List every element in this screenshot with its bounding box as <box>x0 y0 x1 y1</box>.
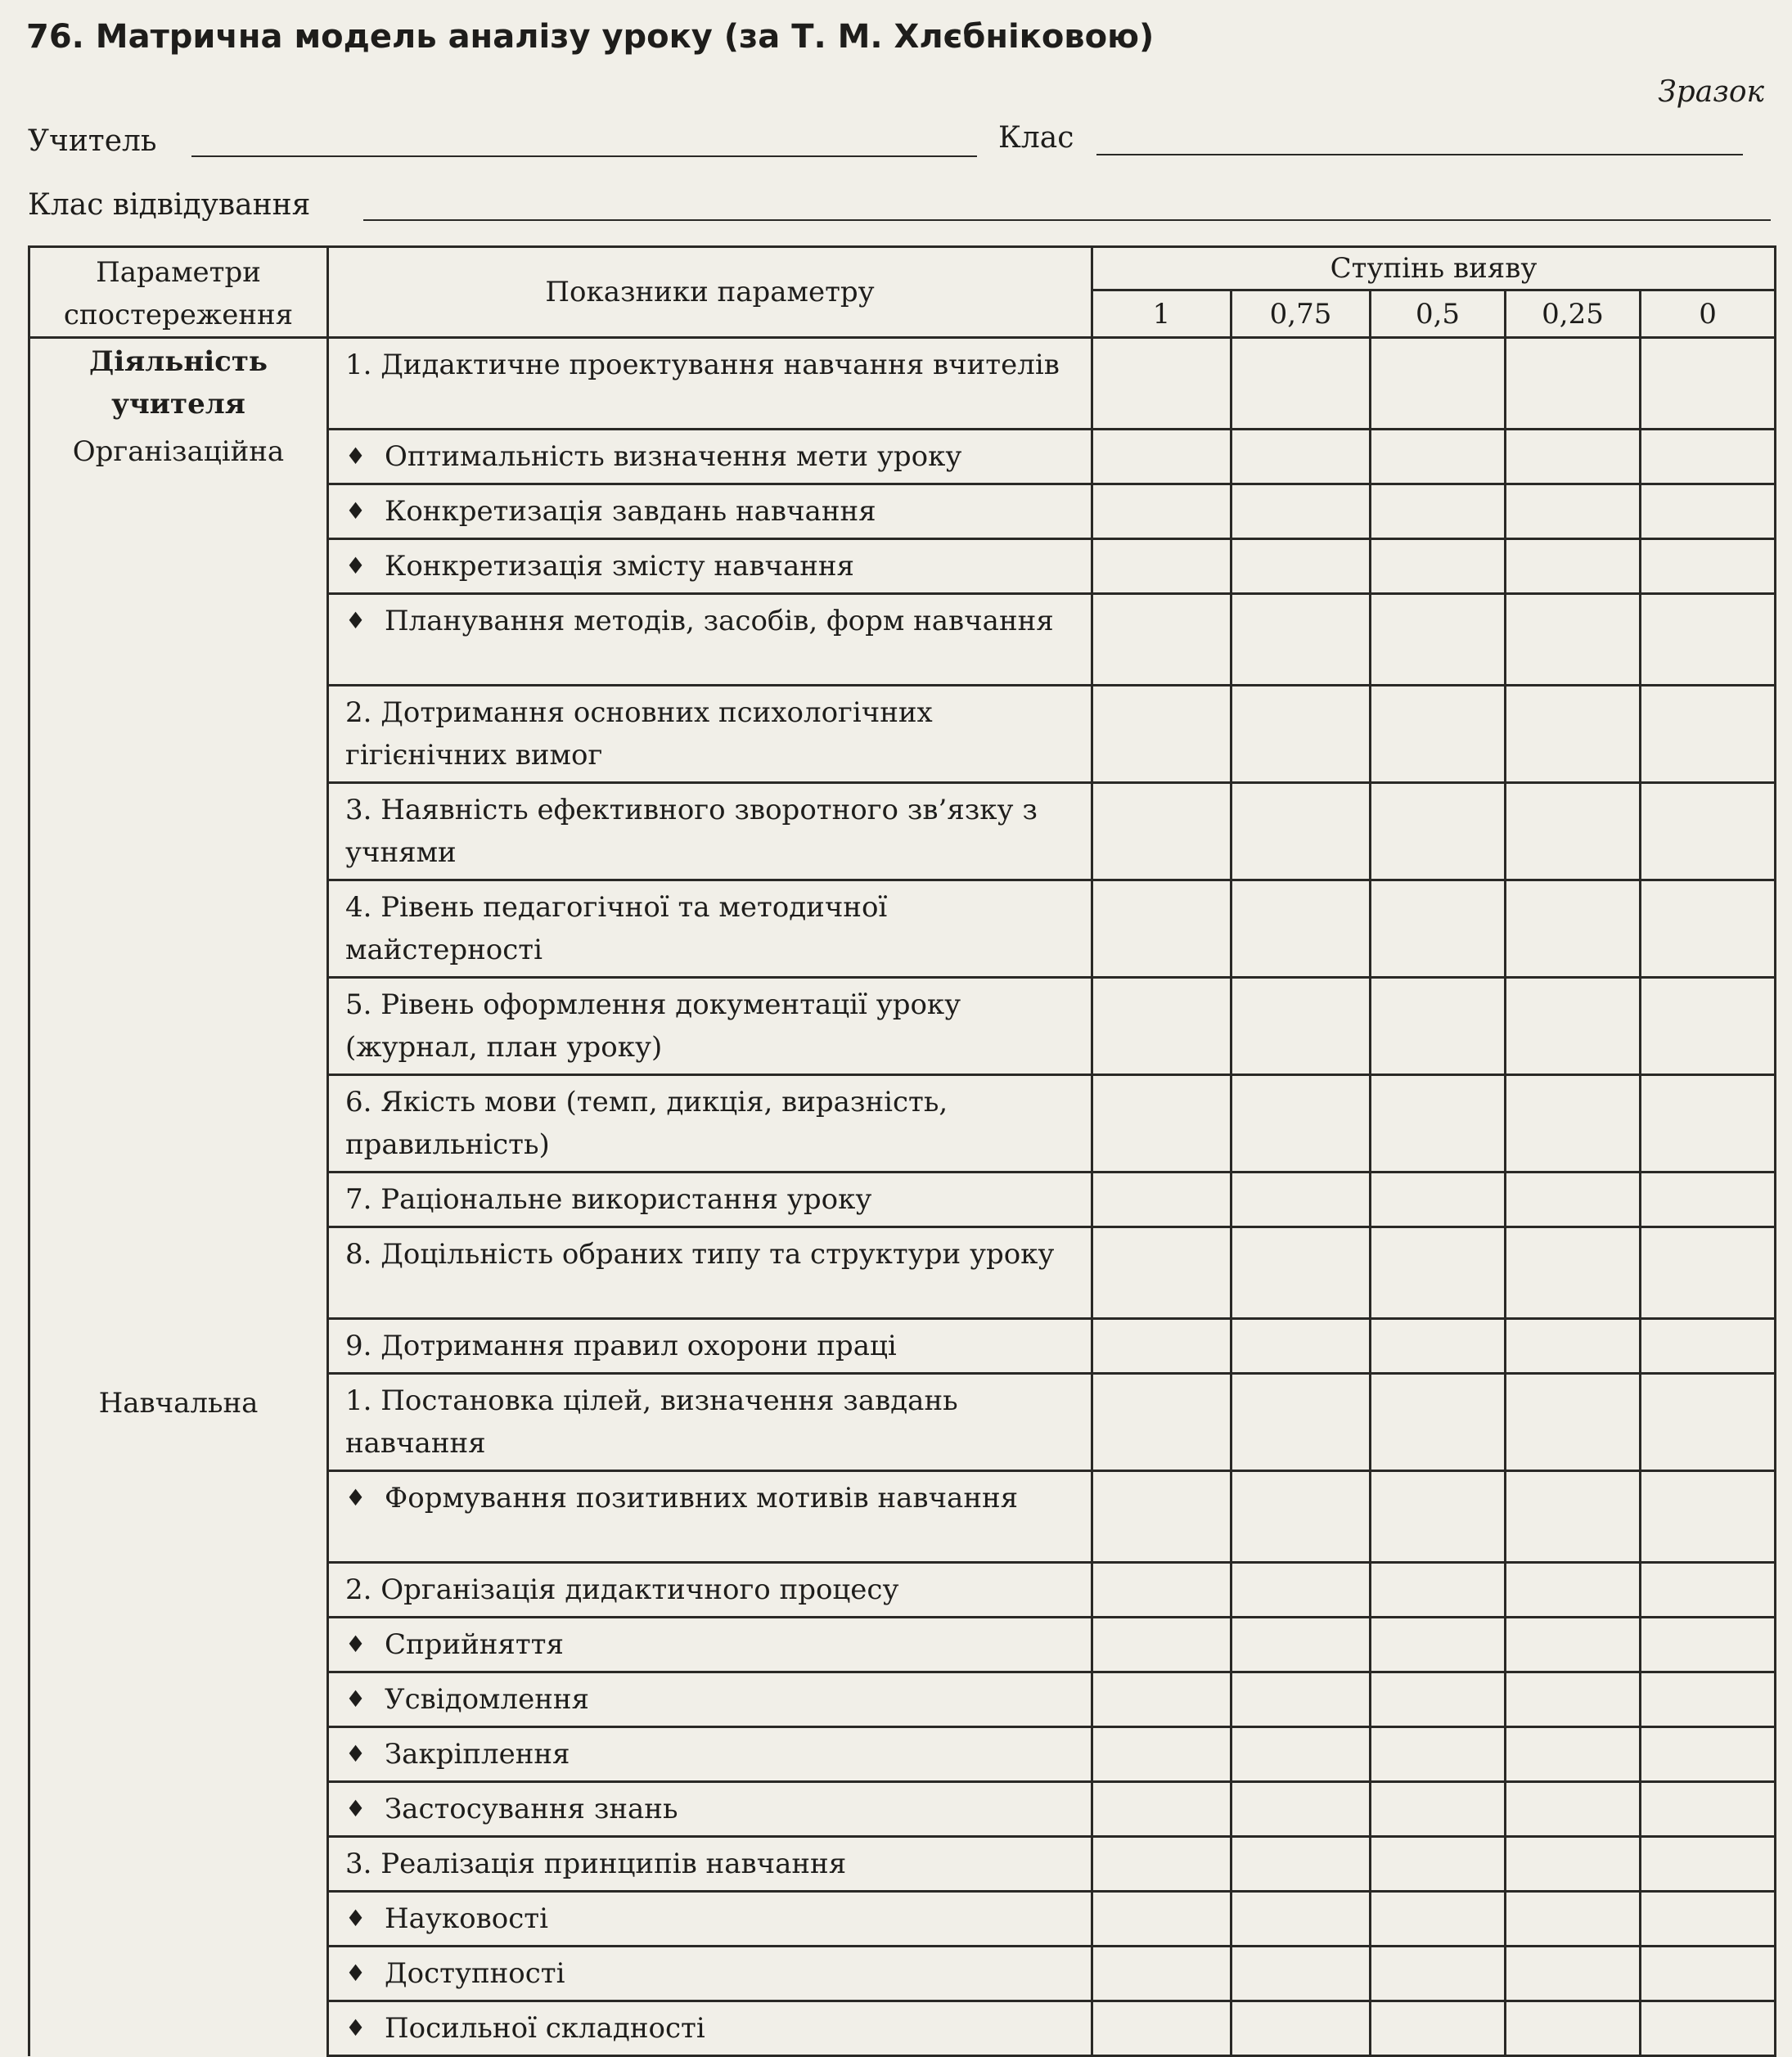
score-cell[interactable] <box>1641 1618 1776 1672</box>
diamond-bullet-icon: ♦ <box>345 1960 367 1987</box>
score-cell[interactable] <box>1641 594 1776 686</box>
score-cell[interactable] <box>1371 1227 1506 1319</box>
header-degree: Ступінь вияву <box>1092 247 1776 290</box>
score-cell[interactable] <box>1092 1563 1231 1618</box>
indicator-text: Науковості <box>385 1902 548 1935</box>
score-cell[interactable] <box>1641 484 1776 539</box>
score-cell[interactable] <box>1506 338 1641 430</box>
score-cell[interactable] <box>1641 1227 1776 1319</box>
indicator-text: 3. Реалізація принципів навчання <box>345 1848 847 1880</box>
diamond-bullet-icon: ♦ <box>345 497 367 524</box>
score-cell[interactable] <box>1371 1727 1506 1782</box>
diamond-bullet-icon: ♦ <box>345 1484 367 1511</box>
score-cell[interactable] <box>1506 1563 1641 1618</box>
indicator-sub-item <box>328 1892 1092 1947</box>
score-cell[interactable] <box>1641 1782 1776 1837</box>
score-cell[interactable] <box>1231 2001 1371 2056</box>
class-field <box>998 121 1074 155</box>
score-cell[interactable] <box>1371 1471 1506 1563</box>
score-cell[interactable] <box>1231 1618 1371 1672</box>
score-cell[interactable] <box>1092 686 1231 783</box>
indicator-text: Доступності <box>385 1957 565 1990</box>
indicator-item <box>328 1563 1092 1618</box>
score-cell[interactable] <box>1231 1727 1371 1782</box>
score-cell[interactable] <box>1092 1947 1231 2001</box>
visit-label: Клас відвідування <box>28 188 311 222</box>
indicator-text: Застосування знань <box>385 1793 678 1825</box>
indicator-text: Планування методів, засобів, форм навчання <box>385 605 1054 637</box>
section-educational <box>29 1374 328 2056</box>
indicator-sub-item <box>328 1782 1092 1837</box>
score-cell[interactable] <box>1641 1563 1776 1618</box>
diamond-bullet-icon: ♦ <box>345 1686 367 1713</box>
header-value-1: 1 <box>1092 290 1231 338</box>
score-cell[interactable] <box>1506 539 1641 594</box>
score-cell[interactable] <box>1371 1947 1506 2001</box>
score-cell[interactable] <box>1092 783 1231 880</box>
indicator-text: 9. Дотримання правил охорони праці <box>345 1330 897 1362</box>
score-cell[interactable] <box>1231 880 1371 978</box>
score-cell[interactable] <box>1092 1319 1231 1374</box>
score-cell[interactable] <box>1371 1782 1506 1837</box>
indicator-sub-item <box>328 1618 1092 1672</box>
indicator-item <box>328 1374 1092 1471</box>
indicator-text: Посильної складності <box>385 2012 705 2045</box>
score-cell[interactable] <box>1092 1173 1231 1227</box>
score-cell[interactable] <box>1231 1075 1371 1173</box>
score-cell[interactable] <box>1641 978 1776 1075</box>
score-cell[interactable] <box>1641 686 1776 783</box>
score-cell[interactable] <box>1231 1227 1371 1319</box>
score-cell[interactable] <box>1641 1672 1776 1727</box>
score-cell[interactable] <box>1506 1672 1641 1727</box>
score-cell[interactable] <box>1092 430 1231 484</box>
class-label: Клас <box>998 121 1074 155</box>
score-cell[interactable] <box>1506 594 1641 686</box>
indicator-item <box>328 880 1092 978</box>
indicator-text: Сприйняття <box>385 1628 564 1661</box>
indicator-sub-item <box>328 1727 1092 1782</box>
header-value-025: 0,25 <box>1506 290 1641 338</box>
indicator-item <box>328 1173 1092 1227</box>
section-organizational-label: Організаційна <box>72 435 285 468</box>
score-cell[interactable] <box>1506 1075 1641 1173</box>
teacher-input-line[interactable] <box>191 155 977 157</box>
score-cell[interactable] <box>1641 783 1776 880</box>
score-cell[interactable] <box>1092 1227 1231 1319</box>
score-cell[interactable] <box>1371 1563 1506 1618</box>
visit-field <box>28 188 310 222</box>
header-param: Параметри спостереження <box>29 247 328 338</box>
score-cell[interactable] <box>1506 1837 1641 1892</box>
score-cell[interactable] <box>1641 1471 1776 1563</box>
score-cell[interactable] <box>1092 1374 1231 1471</box>
diamond-bullet-icon: ♦ <box>345 1740 367 1767</box>
score-cell[interactable] <box>1092 1837 1231 1892</box>
score-cell[interactable] <box>1231 539 1371 594</box>
score-cell[interactable] <box>1371 978 1506 1075</box>
score-cell[interactable] <box>1371 594 1506 686</box>
indicator-text: 7. Раціональне використання уроку <box>345 1183 872 1216</box>
diamond-bullet-icon: ♦ <box>345 443 367 470</box>
score-cell[interactable] <box>1506 1618 1641 1672</box>
section-activity-label: Діяльність учителя <box>89 345 268 421</box>
indicator-text: Закріплення <box>385 1738 570 1771</box>
score-cell[interactable] <box>1641 1947 1776 2001</box>
table-row <box>29 1374 1776 1471</box>
page-title: 76. Матрична модель аналізу уроку (за Т. М. Хлєбніковою) <box>26 18 1155 56</box>
score-cell[interactable] <box>1092 1672 1231 1727</box>
score-cell[interactable] <box>1231 1563 1371 1618</box>
header-value-0: 0 <box>1641 290 1776 338</box>
score-cell[interactable] <box>1371 1374 1506 1471</box>
score-cell[interactable] <box>1641 880 1776 978</box>
score-cell[interactable] <box>1371 1618 1506 1672</box>
score-cell[interactable] <box>1371 783 1506 880</box>
header-value-075: 0,75 <box>1231 290 1371 338</box>
indicator-text: 2. Організація дидактичного процесу <box>345 1573 899 1606</box>
indicator-text: 6. Якість мови (темп, дикція, виразність, правильність) <box>345 1086 948 1161</box>
indicator-text: Конкретизація змісту навчання <box>385 550 854 583</box>
indicator-item <box>328 686 1092 783</box>
score-cell[interactable] <box>1092 1075 1231 1173</box>
score-cell[interactable] <box>1506 1727 1641 1782</box>
score-cell[interactable] <box>1506 978 1641 1075</box>
score-cell[interactable] <box>1506 783 1641 880</box>
sample-label: Зразок <box>1658 75 1764 109</box>
indicator-text: Усвідомлення <box>385 1683 589 1716</box>
diamond-bullet-icon: ♦ <box>345 1795 367 1822</box>
score-cell[interactable] <box>1231 1892 1371 1947</box>
score-cell[interactable] <box>1092 880 1231 978</box>
score-cell[interactable] <box>1506 1374 1641 1471</box>
score-cell[interactable] <box>1506 1947 1641 2001</box>
score-cell[interactable] <box>1231 1672 1371 1727</box>
score-cell[interactable] <box>1506 686 1641 783</box>
score-cell[interactable] <box>1506 1471 1641 1563</box>
score-cell[interactable] <box>1092 1782 1231 1837</box>
score-cell[interactable] <box>1641 430 1776 484</box>
score-cell[interactable] <box>1641 2001 1776 2056</box>
indicator-item <box>328 978 1092 1075</box>
score-cell[interactable] <box>1231 686 1371 783</box>
class-input-line[interactable] <box>1096 154 1743 155</box>
indicator-item <box>328 1075 1092 1173</box>
header-indicators: Показники параметру <box>328 247 1092 338</box>
indicator-item <box>328 783 1092 880</box>
indicator-item <box>328 1319 1092 1374</box>
score-cell[interactable] <box>1371 1319 1506 1374</box>
score-cell[interactable] <box>1231 484 1371 539</box>
score-cell[interactable] <box>1231 783 1371 880</box>
score-cell[interactable] <box>1641 1892 1776 1947</box>
score-cell[interactable] <box>1371 430 1506 484</box>
score-cell[interactable] <box>1641 539 1776 594</box>
score-cell[interactable] <box>1092 978 1231 1075</box>
score-cell[interactable] <box>1641 1075 1776 1173</box>
score-cell[interactable] <box>1231 1319 1371 1374</box>
indicator-sub-item <box>328 539 1092 594</box>
table-row <box>29 338 1776 430</box>
score-cell[interactable] <box>1641 338 1776 430</box>
score-cell[interactable] <box>1371 1837 1506 1892</box>
score-cell[interactable] <box>1506 430 1641 484</box>
score-cell[interactable] <box>1371 1892 1506 1947</box>
indicator-text: Конкретизація завдань навчання <box>385 495 876 528</box>
diamond-bullet-icon: ♦ <box>345 1631 367 1658</box>
score-cell[interactable] <box>1092 594 1231 686</box>
score-cell[interactable] <box>1506 880 1641 978</box>
score-cell[interactable] <box>1371 686 1506 783</box>
score-cell[interactable] <box>1371 880 1506 978</box>
score-cell[interactable] <box>1506 1319 1641 1374</box>
indicator-item <box>328 338 1092 430</box>
score-cell[interactable] <box>1371 484 1506 539</box>
diamond-bullet-icon: ♦ <box>345 2014 367 2041</box>
indicator-sub-item <box>328 1471 1092 1563</box>
section-organizational <box>29 338 328 1374</box>
indicator-sub-item <box>328 1947 1092 2001</box>
score-cell[interactable] <box>1371 1672 1506 1727</box>
indicator-sub-item <box>328 430 1092 484</box>
diamond-bullet-icon: ♦ <box>345 1905 367 1932</box>
score-cell[interactable] <box>1506 1173 1641 1227</box>
score-cell[interactable] <box>1506 1782 1641 1837</box>
score-cell[interactable] <box>1641 1319 1776 1374</box>
score-cell[interactable] <box>1231 1173 1371 1227</box>
score-cell[interactable] <box>1231 430 1371 484</box>
indicator-text: 3. Наявність ефективного зворотного зв’язку з учнями <box>345 794 1038 869</box>
indicator-text: 4. Рівень педагогічної та методичної майстерності <box>345 891 888 966</box>
score-cell[interactable] <box>1641 1173 1776 1227</box>
indicator-item <box>328 1227 1092 1319</box>
score-cell[interactable] <box>1506 1892 1641 1947</box>
score-cell[interactable] <box>1641 1837 1776 1892</box>
score-cell[interactable] <box>1092 484 1231 539</box>
score-cell[interactable] <box>1371 2001 1506 2056</box>
score-cell[interactable] <box>1231 1947 1371 2001</box>
score-cell[interactable] <box>1092 539 1231 594</box>
indicator-sub-item <box>328 594 1092 686</box>
diamond-bullet-icon: ♦ <box>345 607 367 634</box>
diamond-bullet-icon: ♦ <box>345 552 367 579</box>
score-cell[interactable] <box>1506 484 1641 539</box>
score-cell[interactable] <box>1231 594 1371 686</box>
score-cell[interactable] <box>1231 1782 1371 1837</box>
score-cell[interactable] <box>1371 539 1506 594</box>
score-cell[interactable] <box>1506 2001 1641 2056</box>
score-cell[interactable] <box>1231 1471 1371 1563</box>
teacher-field <box>28 124 157 158</box>
score-cell[interactable] <box>1506 1227 1641 1319</box>
score-cell[interactable] <box>1092 2001 1231 2056</box>
matrix-body <box>29 338 1776 2056</box>
score-cell[interactable] <box>1641 1374 1776 1471</box>
score-cell[interactable] <box>1092 1471 1231 1563</box>
indicator-text: 5. Рівень оформлення документації уроку (журнал, план уроку) <box>345 988 961 1064</box>
indicator-text: 2. Дотримання основних психологічних гігієнічних вимог <box>345 696 933 772</box>
indicator-text: Формування позитивних мотивів навчання <box>385 1482 1019 1515</box>
score-cell[interactable] <box>1231 338 1371 430</box>
indicator-text: 1. Постановка цілей, визначення завдань навчання <box>345 1384 958 1460</box>
indicator-item <box>328 1837 1092 1892</box>
analysis-matrix-table <box>28 245 1776 2057</box>
visit-input-line[interactable] <box>363 219 1771 221</box>
score-cell[interactable] <box>1092 1727 1231 1782</box>
indicator-sub-item <box>328 484 1092 539</box>
indicator-text: Оптимальність визначення мети уроку <box>385 440 962 473</box>
score-cell[interactable] <box>1231 978 1371 1075</box>
score-cell[interactable] <box>1092 1618 1231 1672</box>
score-cell[interactable] <box>1092 1892 1231 1947</box>
score-cell[interactable] <box>1371 1173 1506 1227</box>
teacher-label: Учитель <box>28 124 157 158</box>
indicator-sub-item <box>328 1672 1092 1727</box>
indicator-sub-item <box>328 2001 1092 2056</box>
section-educational-label: Навчальна <box>98 1386 259 1420</box>
score-cell[interactable] <box>1231 1374 1371 1471</box>
header-value-05: 0,5 <box>1371 290 1506 338</box>
score-cell[interactable] <box>1371 338 1506 430</box>
score-cell[interactable] <box>1641 1727 1776 1782</box>
indicator-text: 1. Дидактичне проектування навчання вчителів <box>345 349 1060 381</box>
score-cell[interactable] <box>1371 1075 1506 1173</box>
score-cell[interactable] <box>1092 338 1231 430</box>
indicator-text: 8. Доцільність обраних типу та структури уроку <box>345 1238 1055 1271</box>
score-cell[interactable] <box>1231 1837 1371 1892</box>
